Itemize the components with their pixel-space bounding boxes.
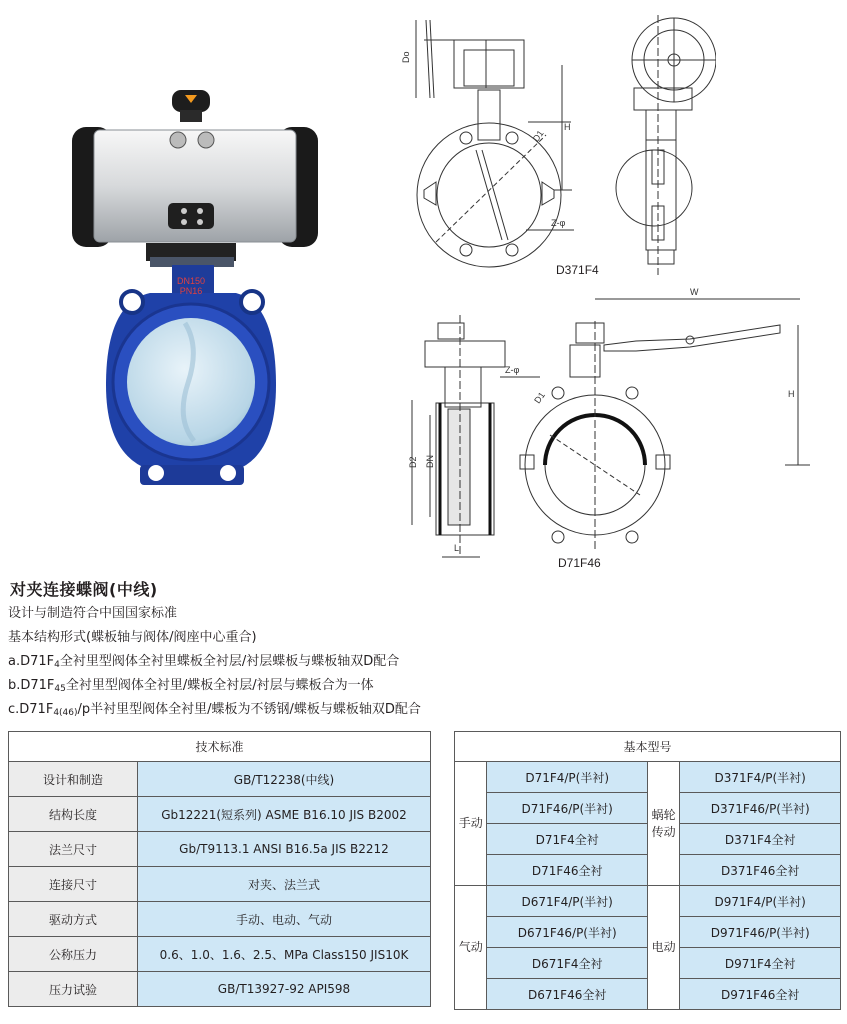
- spec-value: 对夹、法兰式: [138, 867, 431, 902]
- dim-z-label-bottom: Z-φ: [505, 365, 520, 375]
- table-row: [9, 867, 431, 902]
- table-row: [9, 762, 431, 797]
- d371f4-label: D371F4: [556, 263, 599, 277]
- desc-line-4: $b.D71F_{45}$全衬里型阀体全衬里/蝶板全衬层/衬层与蝶板合为一体: [8, 678, 374, 694]
- desc-line-5: $c.D71F_{4(46)}/p$半衬里型阀体全衬里/蝶板为不锈钢/蝶板与蝶板轴双D配合: [8, 702, 421, 718]
- table-row: [9, 902, 431, 937]
- technical-standards-table: [8, 731, 431, 1007]
- group-label-manual: 手动: [455, 762, 487, 886]
- dim-h-label-bottom: H: [788, 389, 795, 399]
- valve-body-marking: DN150 PN16: [176, 276, 206, 296]
- model-cell: D371F46/P(半衬): [680, 793, 841, 824]
- d371f4-technical-drawing: [396, 10, 716, 280]
- spec-label: 法兰尺寸: [9, 832, 138, 867]
- table-row: [9, 797, 431, 832]
- spec-label: 结构长度: [9, 797, 138, 832]
- spec-value: Gb/T9113.1 ANSI B16.5a JIS B2212: [138, 832, 431, 867]
- d71f46-technical-drawing: [400, 285, 820, 570]
- model-table-header: 基本型号: [455, 732, 841, 762]
- dim-d2-label: D2: [408, 456, 418, 468]
- page-title: 对夹连接蝶阀(中线): [10, 580, 158, 599]
- dim-l-label: L: [454, 543, 460, 553]
- group-label-worm-gear: 蜗轮传动: [647, 762, 679, 886]
- dim-do-label: Do: [401, 51, 411, 63]
- basic-models-table: [454, 731, 841, 1010]
- desc-line-3: $a.D71F_4$全衬里型阀体全衬里蝶板全衬层/衬层蝶板与蝶板轴双D配合: [8, 654, 400, 670]
- spec-label: 公称压力: [9, 937, 138, 972]
- model-cell: D671F4全衬: [487, 948, 648, 979]
- spec-value: GB/T13927-92 API598: [138, 972, 431, 1007]
- spec-label: 连接尺寸: [9, 867, 138, 902]
- spec-value: 手动、电动、气动: [138, 902, 431, 937]
- model-cell: D371F4/P(半衬): [680, 762, 841, 793]
- dim-d1-label-bottom: D1: [532, 390, 547, 406]
- d71f46-label: D71F46: [558, 556, 601, 570]
- model-cell: D371F46全衬: [680, 855, 841, 886]
- table-row: [9, 937, 431, 972]
- model-cell: D971F4全衬: [680, 948, 841, 979]
- desc-line-1: 设计与制造符合中国国家标准: [8, 606, 178, 621]
- table-row: [9, 832, 431, 867]
- spec-value: GB/T12238(中线): [138, 762, 431, 797]
- model-cell: D71F46/P(半衬): [487, 793, 648, 824]
- model-cell: D71F4/P(半衬): [487, 762, 648, 793]
- model-cell: D671F46/P(半衬): [487, 917, 648, 948]
- model-cell: D71F46全衬: [487, 855, 648, 886]
- table-row: [9, 972, 431, 1007]
- spec-table-header: 技术标准: [9, 732, 431, 762]
- dim-w-label: W: [690, 287, 699, 297]
- desc-line-2: 基本结构形式(蝶板轴与阀体/阀座中心重合): [8, 630, 257, 645]
- spec-label: 驱动方式: [9, 902, 138, 937]
- dim-h-label: H: [564, 122, 571, 132]
- model-cell: D71F4全衬: [487, 824, 648, 855]
- model-cell: D971F46/P(半衬): [680, 917, 841, 948]
- spec-label: 设计和制造: [9, 762, 138, 797]
- group-label-pneumatic: 气动: [455, 886, 487, 1010]
- spec-value: Gb12221(短系列) ASME B16.10 JIS B2002: [138, 797, 431, 832]
- dim-z-label: Z-φ: [551, 218, 566, 228]
- group-label-electric: 电动: [647, 886, 679, 1010]
- model-cell: D971F4/P(半衬): [680, 886, 841, 917]
- model-cell: D671F4/P(半衬): [487, 886, 648, 917]
- dim-dn-label: DN: [425, 455, 435, 468]
- pneumatic-butterfly-valve-image: [60, 85, 330, 495]
- model-cell: D971F46全衬: [680, 979, 841, 1010]
- model-cell: D671F46全衬: [487, 979, 648, 1010]
- model-cell: D371F4全衬: [680, 824, 841, 855]
- dim-d1-label: D1: [530, 128, 546, 144]
- spec-label: 压力试验: [9, 972, 138, 1007]
- spec-value: 0.6、1.0、1.6、2.5、MPa Class150 JIS10K: [138, 937, 431, 972]
